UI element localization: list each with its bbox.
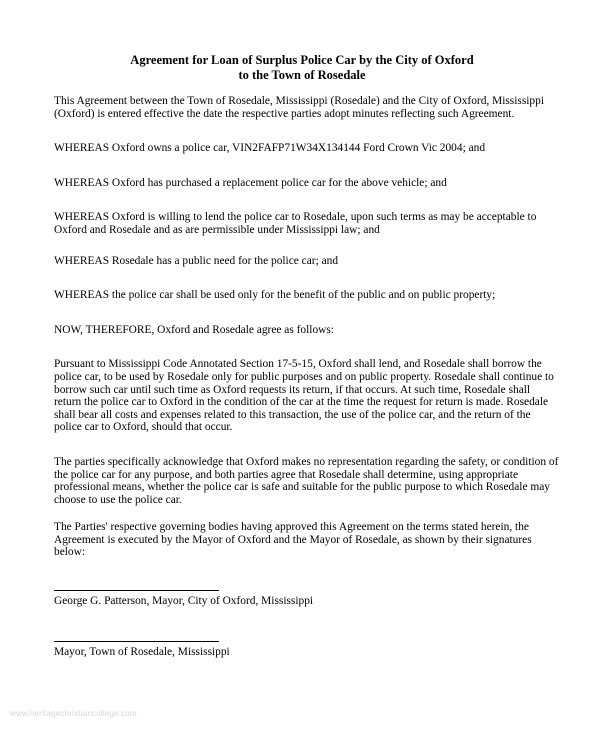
paragraph-acknowledge: The parties specifically acknowledge that Oxford makes no representation regarding the safety, or condition of the police car for any purpose, and both parties agree that Rosedale shall determine, using appropriate professional means, whether the police car is safe and suitable for the public purpose to which Rosedale may choose to use the police car. <box>54 455 559 506</box>
paragraph-whereas-purchased: WHEREAS Oxford has purchased a replacement police car for the above vehicle; and <box>54 176 447 189</box>
paragraph-now-therefore: NOW, THEREFORE, Oxford and Rosedale agree as follows: <box>54 323 334 336</box>
title-line-1: Agreement for Loan of Surplus Police Car by the City of Oxford <box>130 53 474 67</box>
watermark-text: www.heritagechristiancollege.com <box>10 709 137 718</box>
signature-line <box>54 590 219 591</box>
paragraph-whereas-need: WHEREAS Rosedale has a public need for the police car; and <box>54 254 339 267</box>
paragraph-whereas-benefit: WHEREAS the police car shall be used only for the benefit of the public and on public property; <box>54 289 496 302</box>
signature-block-rosedale <box>54 641 560 659</box>
title-line-2: to the Town of Rosedale <box>238 68 366 82</box>
signature-block-oxford <box>54 590 560 608</box>
paragraph-intro: This Agreement between the Town of Rosedale, Mississippi (Rosedale) and the City of Oxford, Mississippi (Oxford) is entered effective the date the respective parties adopt minutes reflecting such Agreement. <box>54 95 544 120</box>
document-title <box>54 53 560 83</box>
paragraph-whereas-owns: WHEREAS Oxford owns a police car, VIN2FAFP71W34X134144 Ford Crown Vic 2004; and <box>54 142 486 155</box>
paragraph-whereas-willing: WHEREAS Oxford is willing to lend the police car to Rosedale, upon such terms as may be acceptable to Oxford and Rosedale and as are permissible under Mississippi law; and <box>54 211 537 236</box>
signature-name-rosedale: Mayor, Town of Rosedale, Mississippi <box>54 646 230 659</box>
paragraph-pursuant: Pursuant to Mississippi Code Annotated Section 17-5-15, Oxford shall lend, and Rosedale shall borrow the police car, to be used by Rosedale only for public purposes and on public property. Rosedale shall continue to borrow such car until such time as Oxford requests its return, if that occurs. At such time, Rosedale shall return the police car to Oxford in the condition of the car at the time the request for return is made. Rosedale shall bear all costs and expenses related to this transaction, the use of the police car, and the return of the police car to Oxford, should that occur. <box>54 358 554 434</box>
signature-name-oxford: George G. Patterson, Mayor, City of Oxford, Mississippi <box>54 595 314 608</box>
signature-line <box>54 641 219 642</box>
paragraph-execution: The Parties' respective governing bodies having approved this Agreement on the terms stated herein, the Agreement is executed by the Mayor of Oxford and the Mayor of Rosedale, as shown by their signatures below: <box>54 521 532 559</box>
